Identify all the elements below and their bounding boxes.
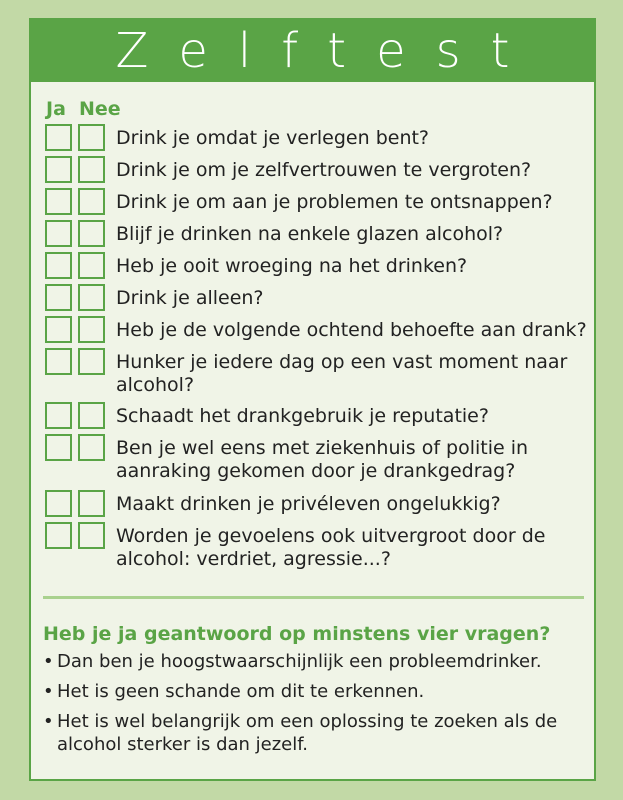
question-text: Drink je om je zelfvertrouwen te vergroten?: [116, 159, 532, 181]
question-text: Drink je omdat je verlegen bent?: [116, 127, 430, 149]
checkbox-nee[interactable]: [78, 284, 105, 311]
checkbox-ja[interactable]: [45, 124, 72, 151]
checkbox-ja[interactable]: [45, 522, 72, 549]
checkbox-ja[interactable]: [45, 188, 72, 215]
checkbox-ja[interactable]: [45, 402, 72, 429]
checkbox-ja[interactable]: [45, 284, 72, 311]
bullet-icon: •: [43, 651, 54, 672]
question-text: Maakt drinken je privéleven ongelukkig?: [116, 493, 501, 515]
checkbox-ja[interactable]: [45, 316, 72, 343]
column-header-nee: Nee: [79, 98, 121, 120]
list-item: [43, 680, 588, 703]
bullet-icon: •: [43, 711, 54, 732]
question-text: Schaadt het drankgebruik je reputatie?: [116, 405, 489, 427]
question-text: Drink je alleen?: [116, 287, 264, 309]
checkbox-ja[interactable]: [45, 252, 72, 279]
checkbox-nee[interactable]: [78, 402, 105, 429]
title-bar: [31, 20, 594, 82]
question-text: Drink je om aan je problemen te ontsnappen?: [116, 191, 553, 213]
question-text: Heb je de volgende ochtend behoefte aan drank?: [116, 319, 587, 341]
zelftest-card: [29, 18, 596, 781]
checkbox-nee[interactable]: [78, 156, 105, 183]
list-item: [43, 650, 588, 673]
list-item-text: Dan ben je hoogstwaarschijnlijk een probleemdrinker.: [57, 651, 542, 672]
page-title: Zelftest: [115, 23, 540, 79]
list-item: [43, 710, 588, 756]
list-item-text: Het is geen schande om dit te erkennen.: [57, 681, 425, 702]
checkbox-nee[interactable]: [78, 348, 105, 375]
question-text: Blijf je drinken na enkele glazen alcohol?: [116, 223, 504, 245]
checkbox-ja[interactable]: [45, 156, 72, 183]
checkbox-ja[interactable]: [45, 490, 72, 517]
conclusion-heading: Heb je ja geantwoord op minstens vier vragen?: [43, 623, 551, 645]
checkbox-ja[interactable]: [45, 348, 72, 375]
column-header-ja: Ja: [46, 98, 66, 120]
question-text: Worden je gevoelens ook uitvergroot door de alcohol: verdriet, agressie...?: [116, 525, 546, 570]
checkbox-nee[interactable]: [78, 316, 105, 343]
question-text: Hunker je iedere dag op een vast moment naar alcohol?: [116, 351, 568, 396]
divider: [43, 596, 584, 599]
bullet-icon: •: [43, 681, 54, 702]
checkbox-nee[interactable]: [78, 188, 105, 215]
checkbox-ja[interactable]: [45, 434, 72, 461]
checkbox-nee[interactable]: [78, 490, 105, 517]
list-item-text: Het is wel belangrijk om een oplossing te zoeken als de alcohol sterker is dan jezelf.: [57, 711, 558, 755]
checkbox-nee[interactable]: [78, 220, 105, 247]
checkbox-nee[interactable]: [78, 434, 105, 461]
question-text: Ben je wel eens met ziekenhuis of politie in aanraking gekomen door je drankgedrag?: [116, 437, 529, 482]
checkbox-ja[interactable]: [45, 220, 72, 247]
checkbox-nee[interactable]: [78, 522, 105, 549]
conclusion-list: [43, 650, 588, 763]
question-text: Heb je ooit wroeging na het drinken?: [116, 255, 468, 277]
checkbox-nee[interactable]: [78, 124, 105, 151]
checkbox-nee[interactable]: [78, 252, 105, 279]
